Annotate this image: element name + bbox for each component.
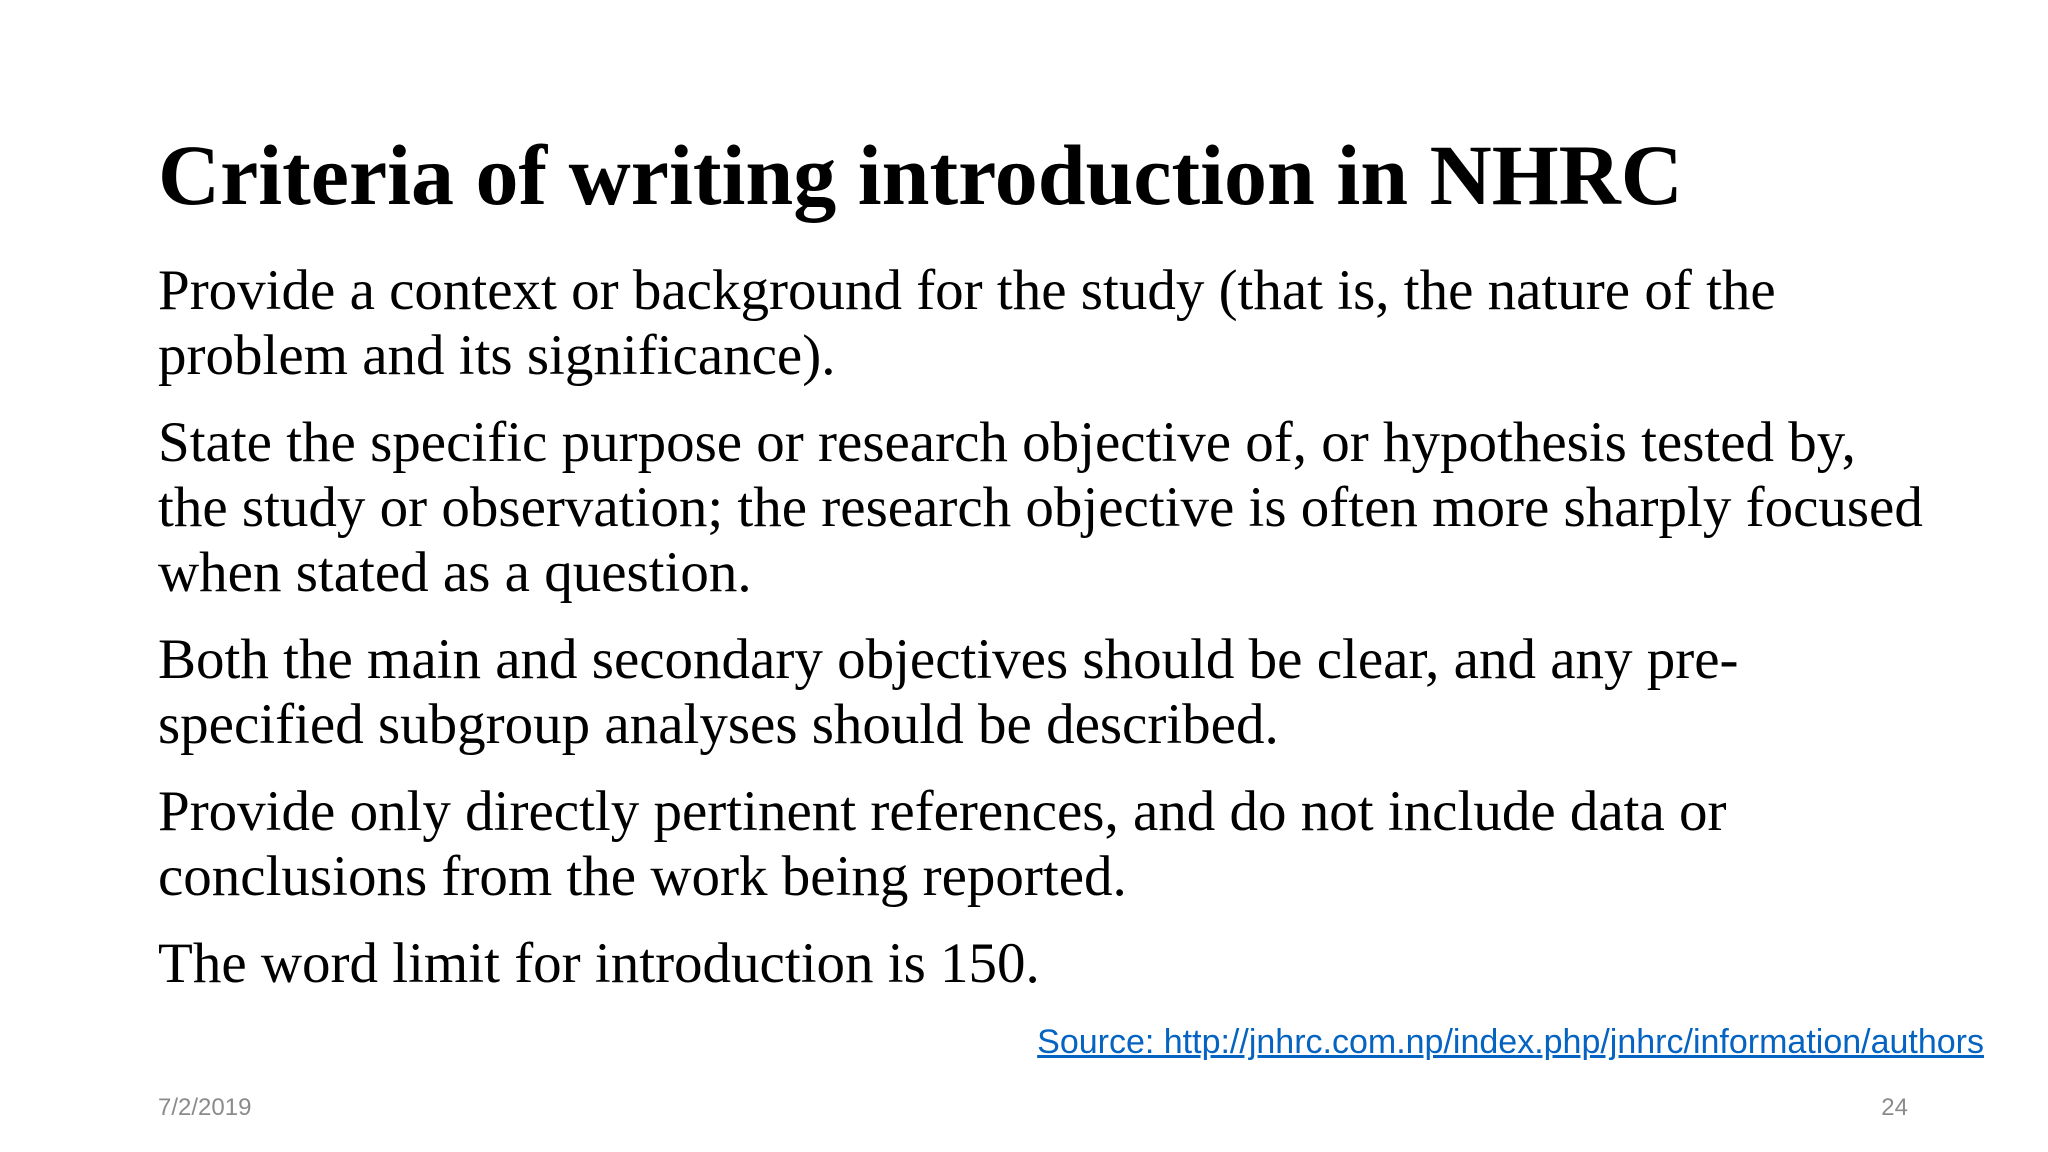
paragraph-purpose: State the specific purpose or research objective of, or hypothesis tested by, the study or observation; the research objective is often more sharply focused when stated as a question. (158, 411, 1923, 604)
footer-date: 7/2/2019 (158, 1094, 252, 1121)
slide-body (158, 258, 1938, 1018)
source-link[interactable]: Source: http://jnhrc.com.np/index.php/jnhrc/information/authors (1037, 1023, 1984, 1061)
paragraph-context: Provide a context or background for the study (that is, the nature of the problem and its significance). (158, 259, 1776, 387)
paragraph-objectives: Both the main and secondary objectives should be clear, and any pre-specified subgroup analyses should be described. (158, 628, 1739, 756)
footer-page-number: 24 (1881, 1094, 1908, 1121)
slide-title: Criteria of writing introduction in NHRC (158, 127, 1683, 223)
paragraph-references: Provide only directly pertinent references, and do not include data or conclusions from the work being reported. (158, 780, 1727, 908)
paragraph-word-limit: The word limit for introduction is 150. (158, 932, 1040, 995)
